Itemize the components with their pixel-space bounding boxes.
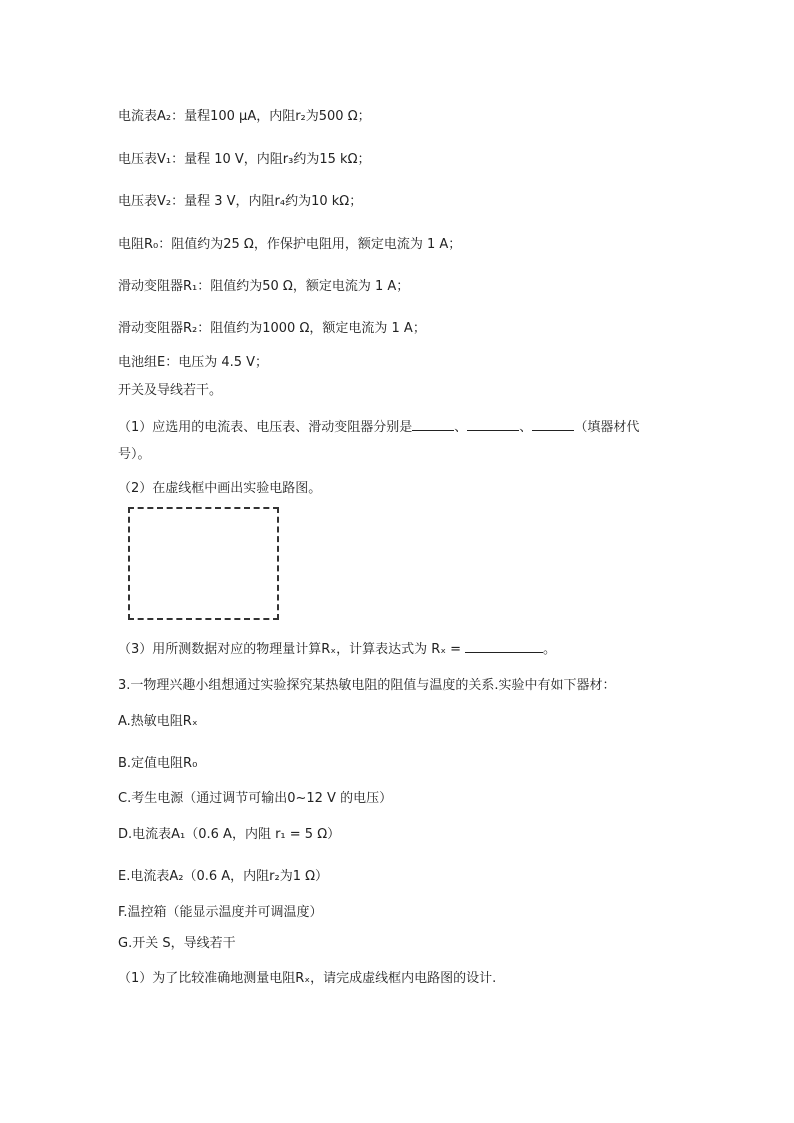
item-d-ammeter-a1: D.电流表A₁（0.6 A，内阻 r₁ = 5 Ω） xyxy=(118,827,341,842)
separator-1: 、 xyxy=(454,420,468,435)
answer-blank-ammeter[interactable] xyxy=(412,418,454,431)
question-3 xyxy=(118,640,556,659)
question-3-text: （3）用所测数据对应的物理量计算Rₓ，计算表达式为 Rₓ = xyxy=(118,642,462,657)
item-f-temperature-box: F.温控箱（能显示温度并可调温度） xyxy=(118,905,323,920)
question-1-tail: （填器材代 xyxy=(574,420,640,435)
problem-3-intro: 3.一物理兴趣小组想通过实验探究某热敏电阻的阻值与温度的关系.实验中有如下器材： xyxy=(118,678,616,693)
item-ammeter-a2: 电流表A₂：量程100 μA，内阻r₂为500 Ω； xyxy=(118,109,371,124)
item-voltmeter-v2: 电压表V₂：量程 3 V，内阻r₄约为10 kΩ； xyxy=(118,194,363,209)
question-1-text: （1）应选用的电流表、电压表、滑动变阻器分别是 xyxy=(118,420,413,435)
problem-3-question-1: （1）为了比较准确地测量电阻Rₓ，请完成虚线框内电路图的设计. xyxy=(118,971,497,986)
item-rheostat-r2: 滑动变阻器R₂：阻值约为1000 Ω，额定电流为 1 A； xyxy=(118,321,426,336)
answer-blank-rheostat[interactable] xyxy=(532,418,574,431)
question-1 xyxy=(118,418,639,437)
item-switch-wires: 开关及导线若干。 xyxy=(118,383,223,398)
item-a-thermistor: A.热敏电阻Rₓ xyxy=(118,714,198,729)
question-1-cont: 号）。 xyxy=(118,447,151,462)
item-c-power-source: C.考生电源（通过调节可输出0~12 V 的电压） xyxy=(118,791,393,806)
item-g-switch: G.开关 S，导线若干 xyxy=(118,936,236,951)
item-e-ammeter-a2: E.电流表A₂（0.6 A，内阻r₂为1 Ω） xyxy=(118,869,329,884)
item-rheostat-r1: 滑动变阻器R₁：阻值约为50 Ω，额定电流为 1 A； xyxy=(118,279,410,294)
item-battery: 电池组E：电压为 4.5 V； xyxy=(118,355,269,370)
circuit-drawing-box[interactable] xyxy=(128,507,279,620)
item-voltmeter-v1: 电压表V₁：量程 10 V，内阻r₃约为15 kΩ； xyxy=(118,152,371,167)
item-resistor-r0: 电阻R₀：阻值约为25 Ω，作保护电阻用，额定电流为 1 A； xyxy=(118,237,462,252)
separator-2: 、 xyxy=(519,420,533,435)
answer-blank-expression[interactable] xyxy=(465,640,543,653)
question-2: （2）在虚线框中画出实验电路图。 xyxy=(118,481,322,496)
question-3-tail: 。 xyxy=(543,642,557,657)
item-b-fixed-resistor: B.定值电阻R₀ xyxy=(118,756,198,771)
answer-blank-voltmeter[interactable] xyxy=(467,418,519,431)
